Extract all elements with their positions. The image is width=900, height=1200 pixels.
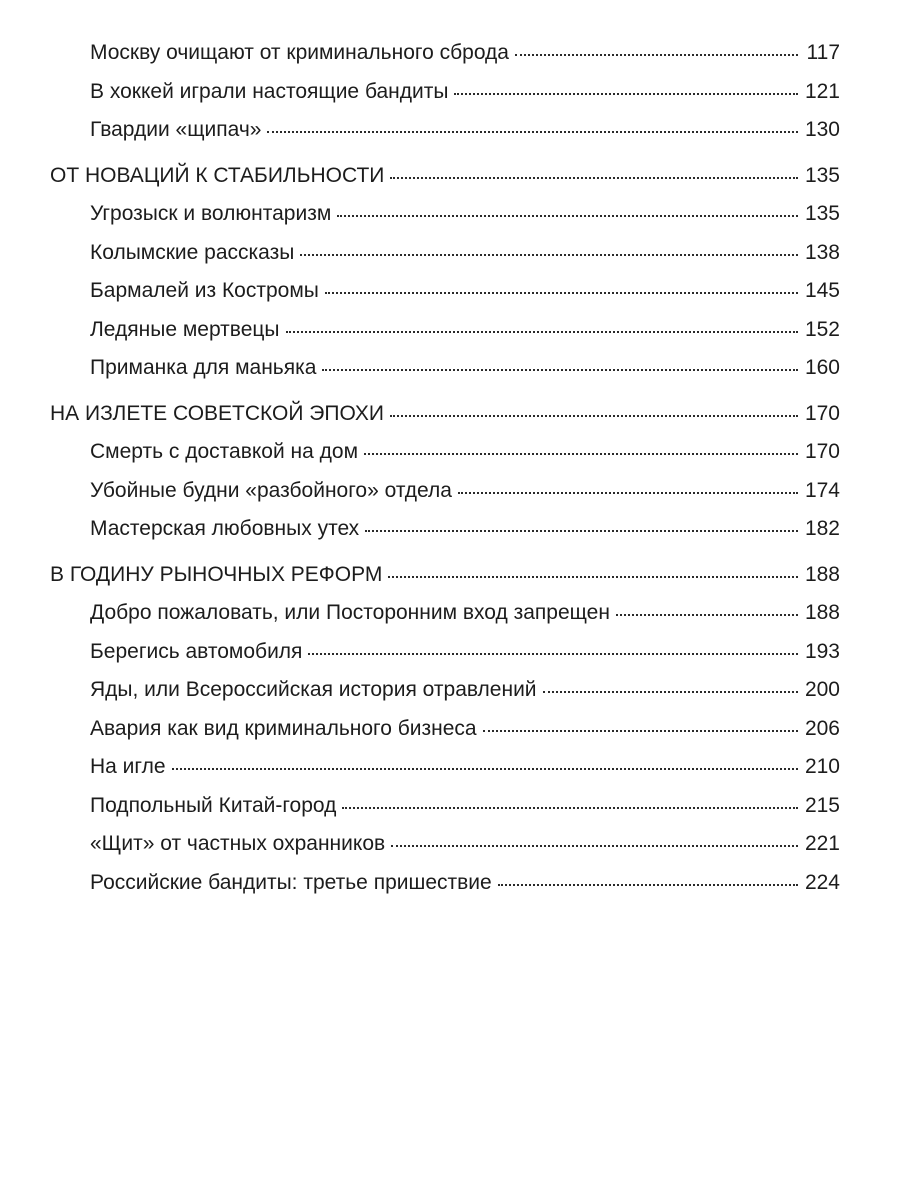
toc-entry-title: В хоккей играли настоящие бандиты [90,79,449,103]
toc-entry-page: 188 [804,601,840,624]
toc-entry[interactable] [50,272,840,311]
toc-entry-title: Мастерская любовных утех [90,517,360,540]
dot-leader [342,806,798,809]
toc-entry-page: 160 [804,356,840,379]
toc-entry-page: 174 [804,478,840,502]
toc-entry-title: Ледяные мертвецы [90,317,280,341]
dot-leader [286,330,798,333]
toc-entry[interactable] [50,34,840,73]
toc-entry-title: Убойные будни «разбойного» отдела [90,478,452,502]
dot-leader [325,291,798,294]
toc-entry-title: Москву очищают от криминального сброда [90,41,509,64]
dot-leader [337,214,798,217]
dot-leader [308,652,798,655]
dot-leader [388,575,798,578]
dot-leader [172,767,798,770]
dot-leader [390,176,798,179]
toc-entry-title: Подпольный Китай-город [90,793,337,817]
toc-entry[interactable] [50,111,840,150]
dot-leader [391,844,798,847]
toc-section-page: 170 [804,401,840,425]
toc-entry-title: Гвардии «щипач» [90,118,262,141]
toc-entry[interactable] [50,234,840,273]
dot-leader [543,690,798,693]
toc-section[interactable] [50,157,840,196]
toc-entry-page: 193 [804,639,840,663]
toc-entry[interactable] [50,633,840,672]
toc-entry-title: Смерть с доставкой на дом [90,440,359,463]
dot-leader [498,883,798,886]
toc-section-page: 188 [804,562,840,586]
toc-entry-title: Российские бандиты: третье пришествие [90,870,492,894]
toc-entry-page: 200 [804,678,840,701]
toc-entry-title: Угрозыск и волюнтаризм [90,202,332,225]
toc-entry-page: 206 [804,716,840,740]
toc-entry[interactable] [50,864,840,903]
dot-leader [458,491,798,494]
toc-section-title: НА ИЗЛЕТЕ СОВЕТСКОЙ ЭПОХИ [50,401,384,425]
toc-entry-title: Приманка для маньяка [90,356,317,379]
toc-entry[interactable] [50,311,840,350]
toc-entry[interactable] [50,472,840,511]
toc-entry-title: Колымские рассказы [90,240,295,264]
toc-entry-title: Бармалей из Костромы [90,279,319,302]
toc-entry[interactable] [50,594,840,633]
dot-leader [267,130,798,133]
dot-leader [300,253,798,256]
toc-entry-page: 210 [804,755,840,778]
toc-entry-page: 215 [804,793,840,817]
toc-entry-page: 170 [804,440,840,463]
toc-entry[interactable] [50,73,840,112]
dot-leader [364,452,798,455]
toc-entry-title: «Щит» от частных охранников [90,832,386,855]
toc-entry-title: Авария как вид криминального бизнеса [90,716,477,740]
toc-section-page: 135 [804,163,840,187]
toc-entry-page: 135 [804,202,840,225]
dot-leader [616,613,798,616]
toc-entry-title: Добро пожаловать, или Посторонним вход запрещен [90,601,610,624]
dot-leader [454,92,798,95]
toc-entry[interactable] [50,195,840,234]
toc-entry[interactable] [50,748,840,787]
dot-leader [390,414,798,417]
toc-section-title: ОТ НОВАЦИЙ К СТАБИЛЬНОСТИ [50,163,385,187]
toc-entry[interactable] [50,825,840,864]
dot-leader [322,368,798,371]
toc-entry-title: Яды, или Всероссийская история отравлений [90,678,537,701]
toc-entry[interactable] [50,787,840,826]
toc-section[interactable] [50,395,840,434]
toc-entry-title: Берегись автомобиля [90,639,303,663]
toc-entry-page: 221 [804,832,840,855]
toc-entry-page: 224 [804,870,840,894]
toc-entry-page: 145 [804,279,840,302]
toc-entry[interactable] [50,433,840,472]
toc-entry-page: 138 [804,240,840,264]
toc-entry-page: 182 [804,517,840,540]
toc-entry-page: 117 [806,41,840,64]
toc-entry[interactable] [50,671,840,710]
toc-section-title: В ГОДИНУ РЫНОЧНЫХ РЕФОРМ [50,562,383,586]
toc-entry[interactable] [50,510,840,549]
toc-entry-page: 130 [804,118,840,141]
toc-entry-page: 121 [804,79,840,103]
dot-leader [515,53,798,56]
toc-entry[interactable] [50,349,840,388]
toc-section[interactable] [50,556,840,595]
toc-entry-title: На игле [90,755,166,778]
toc-entry-page: 152 [804,317,840,341]
table-of-contents [50,34,840,902]
dot-leader [483,729,798,732]
dot-leader [365,529,798,532]
toc-entry[interactable] [50,710,840,749]
